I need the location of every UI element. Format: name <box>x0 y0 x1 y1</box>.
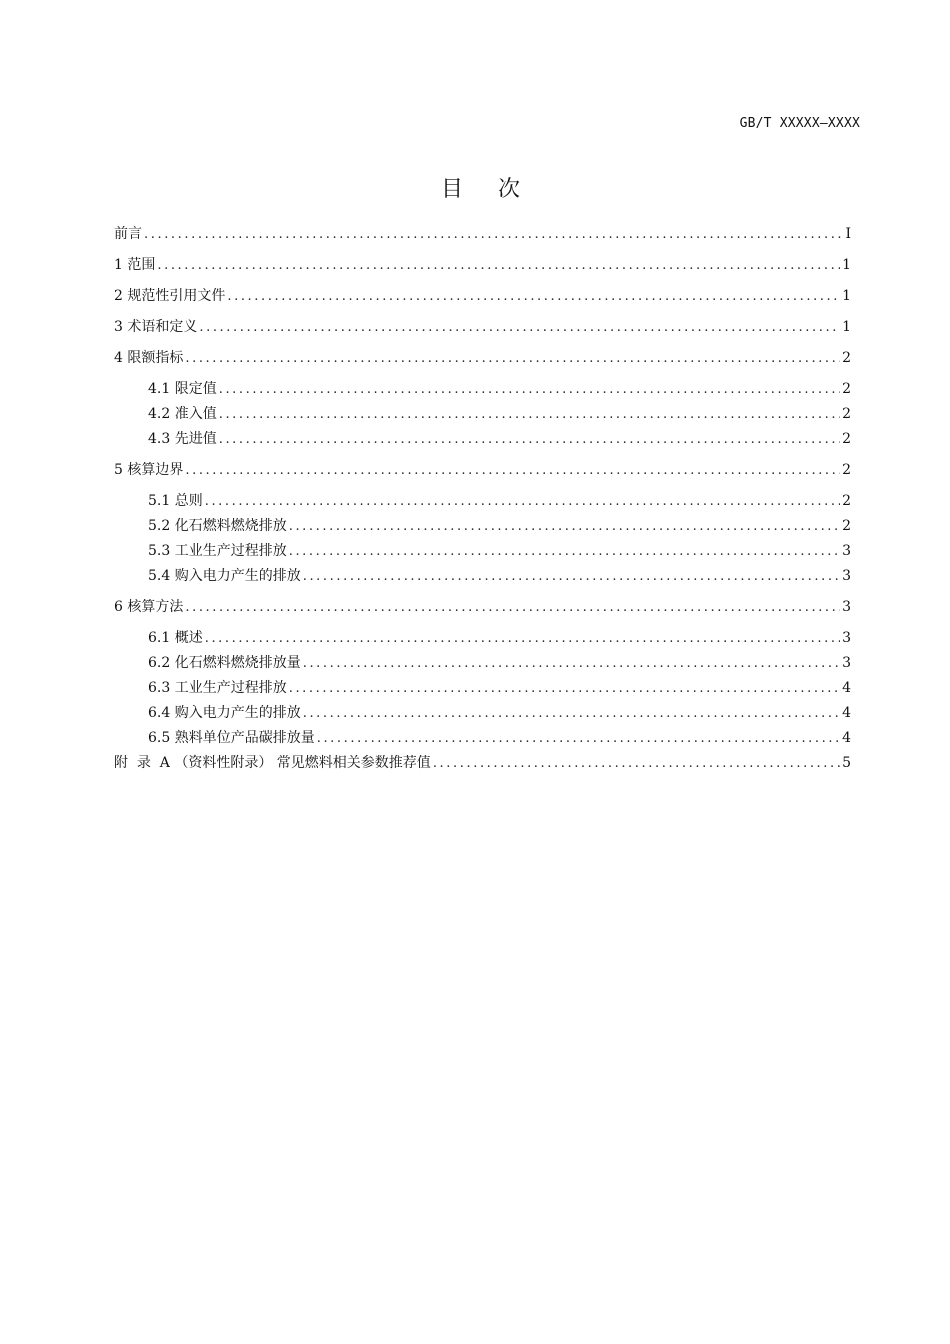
toc-entry-purchased-electricity[interactable] <box>114 564 851 589</box>
toc-leader-dots <box>303 651 840 676</box>
toc-entry-page: 2 <box>842 406 851 422</box>
toc-entry-page: 4 <box>842 680 851 696</box>
toc-entry-page: 2 <box>842 431 851 447</box>
toc-leader-dots <box>289 676 840 701</box>
toc-entry-label: 6.3 工业生产过程排放 <box>148 680 287 696</box>
toc-entry-label: 4.3 先进值 <box>148 431 217 447</box>
toc-entry-label: 5.3 工业生产过程排放 <box>148 543 287 559</box>
table-of-contents <box>114 222 851 776</box>
toc-entry-page: 1 <box>842 257 851 273</box>
toc-entry-page: 3 <box>842 568 851 584</box>
toc-entry-page: I <box>845 226 851 242</box>
toc-entry-label: 附 录 A （资料性附录） 常见燃料相关参数推荐值 <box>114 755 431 771</box>
toc-entry-label: 5 核算边界 <box>114 462 184 478</box>
toc-entry-page: 2 <box>842 518 851 534</box>
toc-leader-dots <box>219 402 840 427</box>
toc-entry-label: 4.1 限定值 <box>148 381 217 397</box>
toc-entry-clinker-unit-emissions[interactable] <box>114 726 851 751</box>
toc-entry-accounting-boundary[interactable] <box>114 458 851 483</box>
toc-entry-label: 6.2 化石燃料燃烧排放量 <box>148 655 301 671</box>
toc-entry-page: 2 <box>842 462 851 478</box>
toc-entry-label: 6 核算方法 <box>114 599 184 615</box>
toc-entry-annex-a[interactable] <box>114 751 851 776</box>
toc-leader-dots <box>317 726 840 751</box>
toc-entry-industrial-process[interactable] <box>114 539 851 564</box>
toc-entry-page: 4 <box>842 705 851 721</box>
toc-entry-page: 3 <box>842 599 851 615</box>
toc-entry-page: 1 <box>842 319 851 335</box>
toc-entry-label: 前言 <box>114 226 142 242</box>
toc-entry-fossil-fuel-combustion[interactable] <box>114 514 851 539</box>
toc-leader-dots <box>219 377 840 402</box>
toc-leader-dots <box>303 564 840 589</box>
toc-entry-label: 1 范围 <box>114 257 156 273</box>
toc-entry-overview[interactable] <box>114 626 851 651</box>
toc-title: 目 次 <box>441 177 534 202</box>
toc-entry-label: 3 术语和定义 <box>114 319 198 335</box>
document-code: GB/T XXXXX—XXXX <box>739 116 860 131</box>
toc-entry-quota-indicators[interactable] <box>114 346 851 371</box>
toc-entry-general[interactable] <box>114 489 851 514</box>
toc-entry-foreword[interactable] <box>114 222 851 247</box>
toc-leader-dots <box>433 751 840 776</box>
toc-leader-dots <box>185 346 840 371</box>
toc-entry-page: 2 <box>842 350 851 366</box>
toc-entry-purchased-electricity-emissions[interactable] <box>114 701 851 726</box>
toc-entry-advanced-value[interactable] <box>114 427 851 452</box>
toc-entry-label: 4 限额指标 <box>114 350 184 366</box>
toc-leader-dots <box>303 701 840 726</box>
toc-leader-dots <box>205 489 840 514</box>
toc-entry-label: 2 规范性引用文件 <box>114 288 226 304</box>
toc-leader-dots <box>289 514 840 539</box>
toc-entry-accounting-method[interactable] <box>114 595 851 620</box>
toc-entry-page: 4 <box>842 730 851 746</box>
toc-entry-page: 2 <box>842 493 851 509</box>
toc-entry-page: 3 <box>842 630 851 646</box>
toc-entry-access-value[interactable] <box>114 402 851 427</box>
toc-leader-dots <box>185 595 840 620</box>
toc-leader-dots <box>157 253 840 278</box>
toc-entry-label: 5.4 购入电力产生的排放 <box>148 568 301 584</box>
toc-entry-page: 2 <box>842 381 851 397</box>
toc-leader-dots <box>219 427 840 452</box>
toc-leader-dots <box>144 222 841 247</box>
toc-entry-terms[interactable] <box>114 315 851 340</box>
toc-entry-label: 6.1 概述 <box>148 630 203 646</box>
toc-leader-dots <box>289 539 840 564</box>
toc-leader-dots <box>205 626 840 651</box>
toc-leader-dots <box>199 315 840 340</box>
toc-entry-fossil-fuel-emissions[interactable] <box>114 651 851 676</box>
toc-entry-scope[interactable] <box>114 253 851 278</box>
toc-entry-normative-references[interactable] <box>114 284 851 309</box>
toc-leader-dots <box>227 284 840 309</box>
toc-entry-label: 4.2 准入值 <box>148 406 217 422</box>
toc-entry-page: 5 <box>842 755 851 771</box>
toc-entry-industrial-process-emissions[interactable] <box>114 676 851 701</box>
toc-entry-label: 5.1 总则 <box>148 493 203 509</box>
toc-entry-page: 3 <box>842 543 851 559</box>
toc-entry-page: 1 <box>842 288 851 304</box>
toc-entry-limit-value[interactable] <box>114 377 851 402</box>
toc-entry-label: 6.5 熟料单位产品碳排放量 <box>148 730 315 746</box>
toc-entry-label: 5.2 化石燃料燃烧排放 <box>148 518 287 534</box>
toc-entry-label: 6.4 购入电力产生的排放 <box>148 705 301 721</box>
toc-leader-dots <box>185 458 840 483</box>
toc-entry-page: 3 <box>842 655 851 671</box>
